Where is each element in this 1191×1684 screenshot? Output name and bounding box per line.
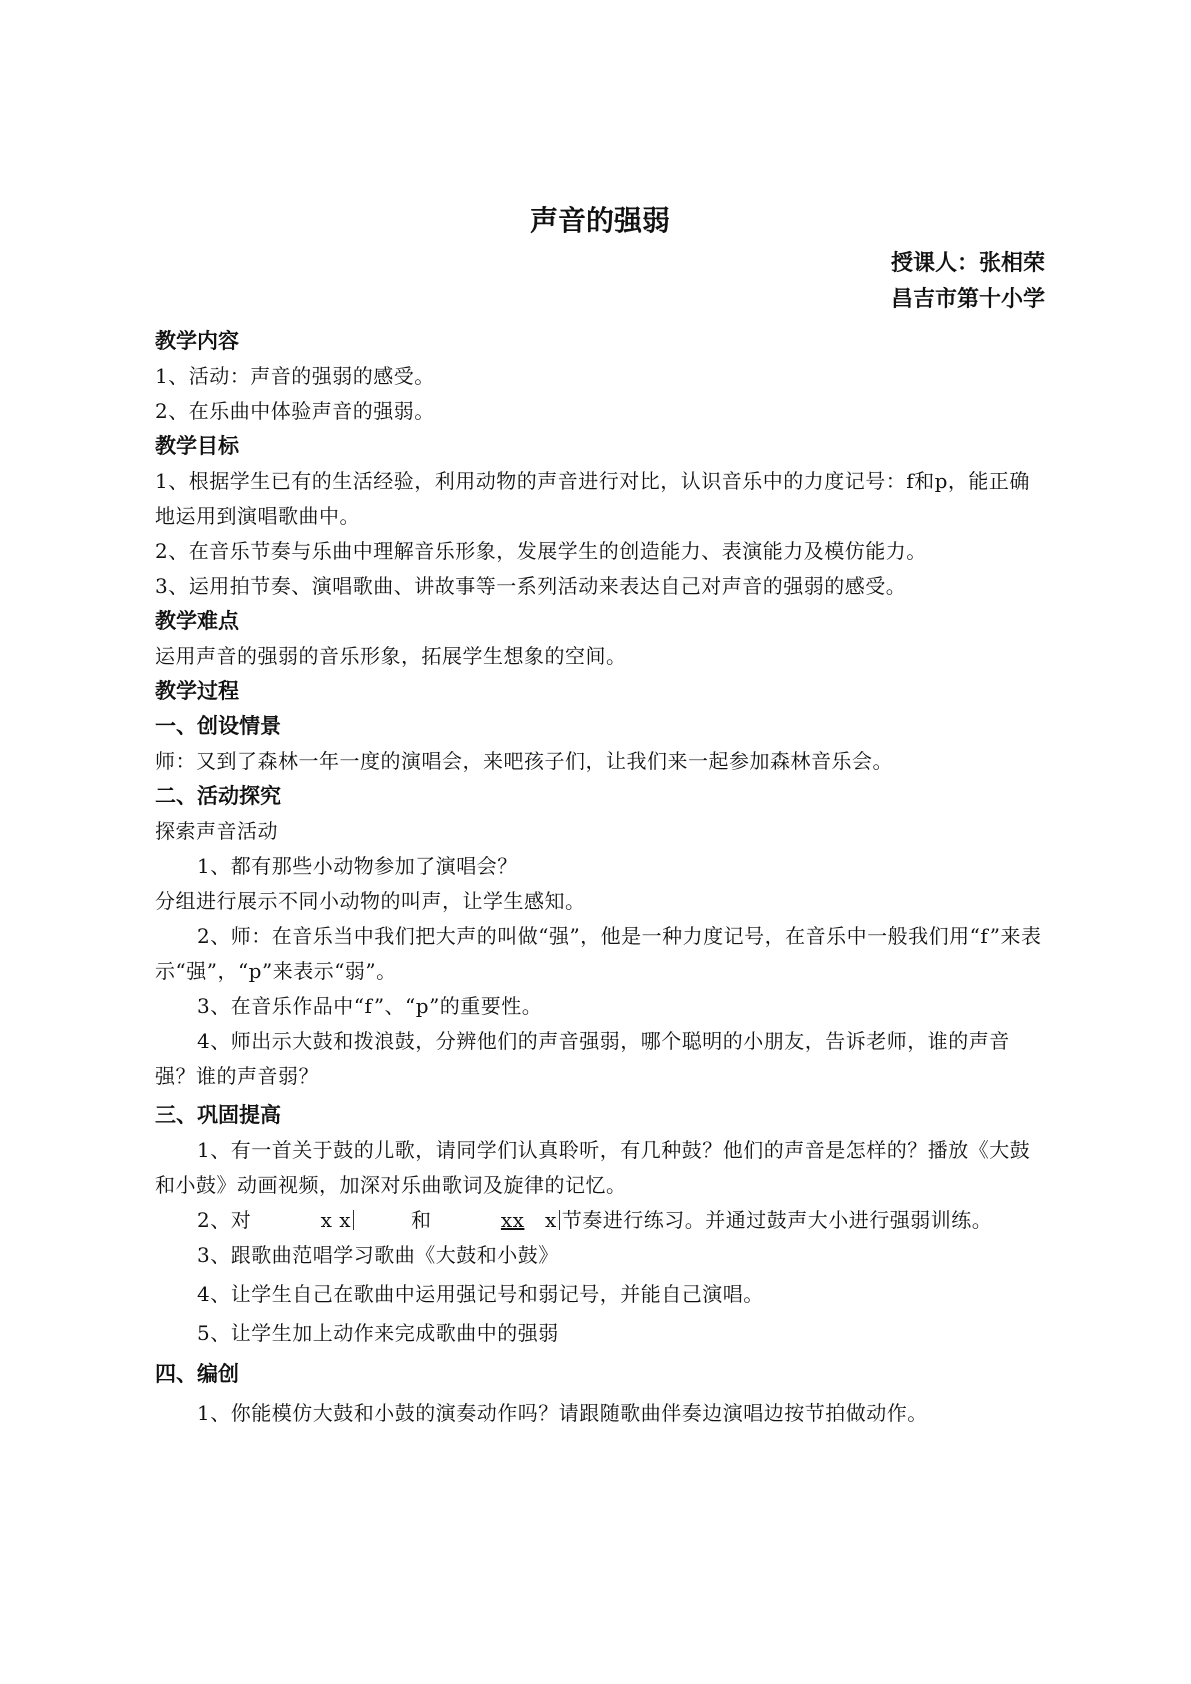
content-item: 1、活动：声音的强弱的感受。: [155, 364, 435, 388]
part3-item-2-suffix: 节奏进行练习。并通过鼓声大小进行强弱训练。: [561, 1208, 993, 1232]
subsection-heading-1: 一、创设情景: [155, 714, 281, 738]
part3-item-2: [155, 1203, 1045, 1238]
part3-item-2-and: 和: [410, 1208, 432, 1232]
page-title: 声音的强弱: [529, 204, 670, 237]
subsection-heading-4: 四、编创: [155, 1362, 239, 1386]
part2-question-1: 1、都有那些小动物参加了演唱会？: [197, 854, 518, 878]
part2-question-3: 3、在音乐作品中“f”、“p”的重要性。: [197, 994, 543, 1018]
teacher-name: 授课人：张相荣: [890, 251, 1045, 276]
part3-item-5: 5、让学生加上动作来完成歌曲中的强弱: [197, 1321, 559, 1345]
rhythm-pattern-1: [279, 1203, 356, 1238]
part2-question-1-note: 分组进行展示不同小动物的叫声，让学生感知。: [155, 889, 586, 913]
part2-intro: 探索声音活动: [155, 819, 278, 843]
rhythm-notes-2a: xx: [500, 1208, 525, 1232]
part3-item-2-prefix: 2、对: [197, 1208, 252, 1232]
content-item: 2、在乐曲中体验声音的强弱。: [155, 399, 435, 423]
section-heading-content: 教学内容: [155, 329, 239, 353]
goal-item: 1、根据学生已有的生活经验，利用动物的声音进行对比，认识音乐中的力度记号：f和p，能正确地运用到演唱歌曲中。: [155, 469, 1030, 528]
bar-line: [353, 1210, 354, 1230]
part2-question-2: 2、师：在音乐当中我们把大声的叫做“强”，他是一种力度记号，在音乐中一般我们用“f”来表示“强”，“p”来表示“弱”。: [155, 924, 1042, 983]
subsection-heading-2: 二、活动探究: [155, 784, 281, 808]
section-heading-difficulty: 教学难点: [155, 609, 239, 633]
part2-question-4: 4、师出示大鼓和拨浪鼓，分辨他们的声音强弱，哪个聪明的小朋友，告诉老师，谁的声音强？谁的声音弱？: [155, 1029, 1010, 1088]
school-name: 昌吉市第十小学: [890, 287, 1045, 312]
difficulty-item: 运用声音的强弱的音乐形象，拓展学生想象的空间。: [155, 644, 627, 668]
rhythm-notes-2b: x: [545, 1208, 557, 1232]
subsection-heading-3: 三、巩固提高: [155, 1103, 281, 1127]
section-heading-process: 教学过程: [155, 679, 239, 703]
section-heading-goals: 教学目标: [155, 434, 239, 458]
goal-item: 2、在音乐节奏与乐曲中理解音乐形象，发展学生的创造能力、表演能力及模仿能力。: [155, 539, 927, 563]
part1-text: 师：又到了森林一年一度的演唱会，来吧孩子们，让我们来一起参加森林音乐会。: [155, 749, 893, 773]
part4-item-1: 1、你能模仿大鼓和小鼓的演奏动作吗？请跟随歌曲伴奏边演唱边按节拍做动作。: [197, 1401, 928, 1425]
part3-item-3: 3、跟歌曲范唱学习歌曲《大鼓和小鼓》: [197, 1243, 559, 1267]
goal-item: 3、运用拍节奏、演唱歌曲、讲故事等一系列活动来表达自己对声音的强弱的感受。: [155, 574, 907, 598]
document-page: [155, 196, 1045, 1431]
rhythm-notes-1: x x: [320, 1208, 352, 1232]
rhythm-pattern-2: [459, 1203, 562, 1238]
part3-item-1: 1、有一首关于鼓的儿歌，请同学们认真聆听，有几种鼓？他们的声音是怎样的？播放《大鼓和小鼓》动画视频，加深对乐曲歌词及旋律的记忆。: [155, 1138, 1031, 1197]
bar-line: [559, 1210, 560, 1230]
part3-item-4: 4、让学生自己在歌曲中运用强记号和弱记号，并能自己演唱。: [197, 1282, 764, 1306]
